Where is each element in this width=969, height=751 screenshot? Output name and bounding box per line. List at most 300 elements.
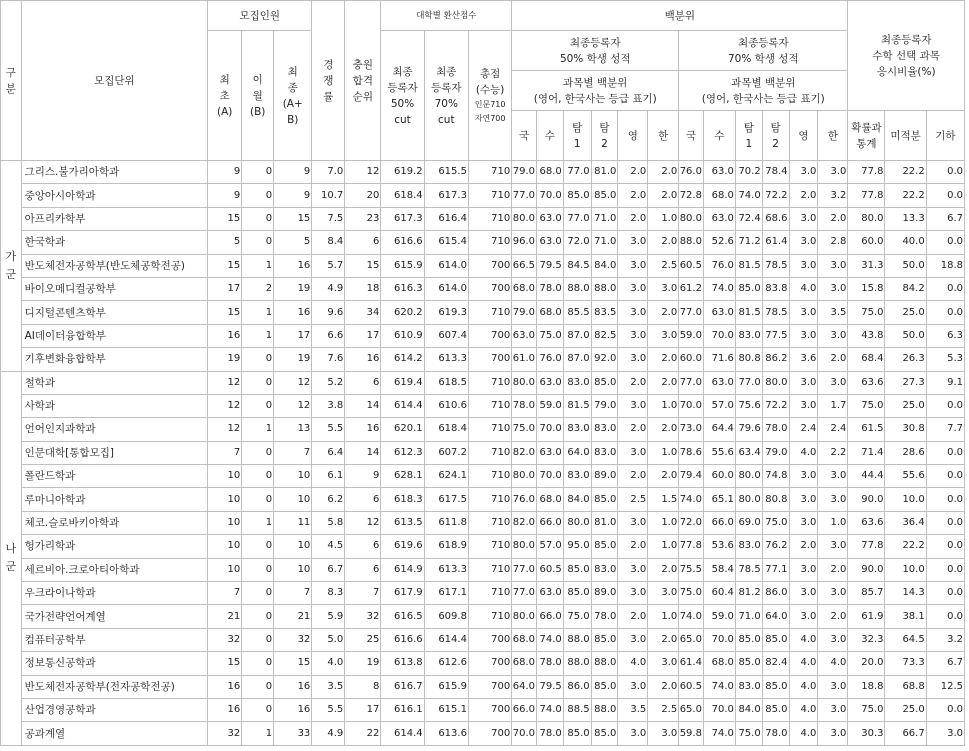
table-cell: 34	[345, 301, 381, 324]
table-cell: 28.6	[885, 441, 926, 464]
table-cell: 2.0	[648, 184, 679, 207]
table-cell: 2.0	[789, 535, 818, 558]
table-cell: 2.4	[818, 418, 848, 441]
table-cell: 10	[274, 558, 312, 581]
table-cell: 9.6	[312, 301, 345, 324]
table-cell: 3.0	[789, 582, 818, 605]
unit-name: 반도체전자공학부(전자공학전공)	[21, 675, 208, 698]
unit-name: 사학과	[21, 394, 208, 417]
table-cell: 2.0	[818, 207, 848, 230]
unit-name: 공과계열	[21, 722, 208, 745]
table-cell: 0.0	[926, 535, 964, 558]
table-cell: 65.0	[679, 698, 704, 721]
table-cell: 85.0	[762, 698, 789, 721]
table-cell: 10	[208, 511, 242, 534]
table-cell: 9	[208, 184, 242, 207]
table-cell: 60.5	[536, 558, 563, 581]
table-cell: 80.0	[563, 511, 591, 534]
table-cell: 611.8	[424, 511, 468, 534]
table-cell: 1	[242, 324, 274, 347]
table-cell: 3.0	[789, 465, 818, 488]
table-row	[1, 324, 965, 347]
table-cell: 64.0	[563, 441, 591, 464]
table-cell: 85.0	[563, 582, 591, 605]
table-row	[1, 465, 965, 488]
table-cell: 71.0	[591, 207, 618, 230]
table-row	[1, 184, 965, 207]
table-cell: 16	[208, 698, 242, 721]
table-row	[1, 605, 965, 628]
table-cell: 92.0	[591, 348, 618, 371]
table-cell: 17	[274, 324, 312, 347]
table-cell: 81.0	[591, 161, 618, 184]
table-cell: 3.5	[312, 675, 345, 698]
table-cell: 22.2	[885, 184, 926, 207]
table-cell: 4.0	[312, 652, 345, 675]
table-cell: 2.0	[618, 605, 648, 628]
table-cell: 2.0	[648, 231, 679, 254]
table-cell: 10.7	[312, 184, 345, 207]
table-cell: 5.0	[312, 628, 345, 651]
table-cell: 78.6	[679, 441, 704, 464]
table-cell: 32	[345, 605, 381, 628]
table-cell: 19	[208, 348, 242, 371]
table-cell: 18.8	[926, 254, 964, 277]
table-cell: 60.0	[679, 348, 704, 371]
table-cell: 75.0	[848, 301, 885, 324]
table-cell: 74.0	[536, 628, 563, 651]
table-cell: 4.0	[818, 652, 848, 675]
table-cell: 628.1	[381, 465, 424, 488]
table-cell: 70.0	[536, 465, 563, 488]
table-cell: 16	[274, 301, 312, 324]
table-cell: 25.0	[885, 698, 926, 721]
table-cell: 68.0	[536, 301, 563, 324]
table-cell: 3.0	[789, 324, 818, 347]
table-cell: 84.2	[885, 277, 926, 300]
table-cell: 10	[274, 465, 312, 488]
table-row	[1, 277, 965, 300]
table-cell: 21	[208, 605, 242, 628]
table-cell: 77.8	[679, 535, 704, 558]
table-cell: 63.0	[703, 161, 735, 184]
header-geometry: 기하	[926, 111, 964, 161]
header-math-70: 수	[703, 111, 735, 161]
table-cell: 15	[345, 254, 381, 277]
table-cell: 615.5	[424, 161, 468, 184]
table-cell: 3.0	[618, 511, 648, 534]
table-cell: 3.6	[789, 348, 818, 371]
table-cell: 3.2	[926, 628, 964, 651]
table-cell: 17	[345, 324, 381, 347]
table-cell: 2.0	[618, 535, 648, 558]
table-cell: 77.0	[563, 161, 591, 184]
table-cell: 71.2	[735, 231, 762, 254]
table-cell: 1.0	[648, 511, 679, 534]
table-cell: 15	[208, 652, 242, 675]
unit-name: 폴란드학과	[21, 465, 208, 488]
table-cell: 78.0	[512, 394, 537, 417]
header-history-50: 한	[648, 111, 679, 161]
table-cell: 71.6	[703, 348, 735, 371]
table-cell: 3.0	[818, 161, 848, 184]
table-cell: 15	[208, 301, 242, 324]
table-cell: 3.0	[818, 465, 848, 488]
table-cell: 77.8	[848, 161, 885, 184]
header-unit: 모집단위	[21, 1, 208, 161]
unit-name: 루마니아학과	[21, 488, 208, 511]
table-cell: 75.0	[536, 324, 563, 347]
table-cell: 74.0	[536, 698, 563, 721]
table-row	[1, 652, 965, 675]
table-cell: 64.5	[885, 628, 926, 651]
table-cell: 6.6	[312, 324, 345, 347]
header-cut50: 최종 등록자 50% cut	[381, 31, 424, 161]
unit-name: 체코.슬로바키아학과	[21, 511, 208, 534]
table-cell: 710	[468, 301, 511, 324]
table-cell: 3.0	[789, 605, 818, 628]
table-cell: 0.0	[926, 698, 964, 721]
table-cell: 78.0	[762, 722, 789, 745]
table-cell: 3.0	[818, 628, 848, 651]
table-cell: 58.4	[703, 558, 735, 581]
table-cell: 0.0	[926, 558, 964, 581]
table-cell: 6	[345, 371, 381, 394]
table-cell: 85.7	[848, 582, 885, 605]
table-cell: 80.0	[512, 371, 537, 394]
table-cell: 30.8	[885, 418, 926, 441]
table-cell: 3.0	[789, 254, 818, 277]
group-label: 가 군	[1, 161, 22, 372]
table-cell: 79.6	[735, 418, 762, 441]
table-cell: 700	[468, 675, 511, 698]
table-cell: 7.7	[926, 418, 964, 441]
table-cell: 2.5	[618, 488, 648, 511]
table-cell: 60.4	[703, 582, 735, 605]
header-korean-70: 국	[679, 111, 704, 161]
table-cell: 2.5	[648, 254, 679, 277]
table-cell: 78.4	[762, 161, 789, 184]
table-cell: 710	[468, 488, 511, 511]
table-cell: 85.0	[735, 628, 762, 651]
table-cell: 64.0	[762, 605, 789, 628]
table-cell: 4.0	[789, 277, 818, 300]
table-cell: 5	[274, 231, 312, 254]
table-cell: 6.7	[926, 207, 964, 230]
table-row	[1, 535, 965, 558]
table-cell: 68.0	[512, 277, 537, 300]
table-cell: 76.2	[762, 535, 789, 558]
table-cell: 620.1	[381, 418, 424, 441]
table-cell: 86.0	[762, 582, 789, 605]
table-cell: 81.5	[563, 394, 591, 417]
table-cell: 72.0	[563, 231, 591, 254]
table-cell: 8.4	[312, 231, 345, 254]
table-cell: 74.0	[679, 605, 704, 628]
table-cell: 0	[242, 207, 274, 230]
table-cell: 63.0	[536, 582, 563, 605]
table-cell: 607.2	[424, 441, 468, 464]
table-cell: 65.1	[703, 488, 735, 511]
table-cell: 80.8	[762, 488, 789, 511]
table-cell: 66.0	[703, 511, 735, 534]
unit-name: 그리스.불가리아학과	[21, 161, 208, 184]
table-cell: 80.0	[512, 207, 537, 230]
table-cell: 6.4	[312, 441, 345, 464]
table-cell: 80.0	[512, 535, 537, 558]
table-cell: 0	[242, 558, 274, 581]
unit-name: 국가전략언어계열	[21, 605, 208, 628]
table-cell: 33	[274, 722, 312, 745]
table-cell: 19	[345, 652, 381, 675]
table-cell: 0	[242, 605, 274, 628]
table-cell: 4.0	[789, 722, 818, 745]
header-cut70: 최종 등록자 70% cut	[424, 31, 468, 161]
table-cell: 3.0	[618, 722, 648, 745]
table-cell: 0.0	[926, 394, 964, 417]
table-cell: 15.8	[848, 277, 885, 300]
table-row	[1, 371, 965, 394]
table-cell: 75.0	[679, 582, 704, 605]
header-waitlist: 충원 합격 순위	[345, 1, 381, 161]
table-cell: 2.0	[818, 348, 848, 371]
table-cell: 0	[242, 652, 274, 675]
table-cell: 11	[274, 511, 312, 534]
table-cell: 614.2	[381, 348, 424, 371]
table-cell: 16	[208, 324, 242, 347]
unit-name: 헝가리학과	[21, 535, 208, 558]
header-recruit: 모집인원	[208, 1, 312, 31]
table-cell: 9.1	[926, 371, 964, 394]
table-cell: 624.1	[424, 465, 468, 488]
table-cell: 3.0	[648, 722, 679, 745]
table-cell: 70.2	[735, 161, 762, 184]
table-cell: 27.3	[885, 371, 926, 394]
table-cell: 44.4	[848, 465, 885, 488]
table-cell: 75.0	[512, 418, 537, 441]
table-cell: 614.9	[381, 558, 424, 581]
table-cell: 52.6	[703, 231, 735, 254]
table-cell: 700	[468, 324, 511, 347]
table-cell: 88.0	[591, 277, 618, 300]
table-cell: 25.0	[885, 394, 926, 417]
table-cell: 6.7	[926, 652, 964, 675]
table-cell: 1.0	[818, 511, 848, 534]
table-cell: 95.0	[563, 535, 591, 558]
table-cell: 85.0	[563, 184, 591, 207]
table-row	[1, 722, 965, 745]
table-row	[1, 441, 965, 464]
table-cell: 615.9	[381, 254, 424, 277]
table-cell: 77.8	[848, 535, 885, 558]
table-cell: 83.0	[563, 371, 591, 394]
table-cell: 0	[242, 371, 274, 394]
table-cell: 75.0	[563, 605, 591, 628]
table-cell: 700	[468, 348, 511, 371]
table-cell: 3.5	[618, 698, 648, 721]
table-cell: 2	[242, 277, 274, 300]
unit-name: 세르비아.크로아티아학과	[21, 558, 208, 581]
table-cell: 85.0	[735, 277, 762, 300]
table-cell: 20	[345, 184, 381, 207]
table-cell: 22.2	[885, 161, 926, 184]
header-history-70: 한	[818, 111, 848, 161]
header-initial: 최 초 (A)	[208, 31, 242, 161]
table-cell: 78.0	[536, 277, 563, 300]
header-english-70: 영	[789, 111, 818, 161]
table-row	[1, 675, 965, 698]
table-cell: 74.8	[762, 465, 789, 488]
table-cell: 3.0	[818, 698, 848, 721]
table-row	[1, 394, 965, 417]
table-cell: 0	[242, 675, 274, 698]
table-cell: 617.5	[424, 488, 468, 511]
table-cell: 613.3	[424, 558, 468, 581]
table-cell: 83.0	[563, 418, 591, 441]
table-cell: 75.6	[735, 394, 762, 417]
table-cell: 10	[208, 535, 242, 558]
table-cell: 19	[274, 348, 312, 371]
unit-name: 바이오메디컬공학부	[21, 277, 208, 300]
table-cell: 25.0	[885, 301, 926, 324]
unit-name: 디지털콘텐츠학부	[21, 301, 208, 324]
table-cell: 57.0	[703, 394, 735, 417]
table-cell: 7	[208, 582, 242, 605]
table-cell: 2.0	[789, 184, 818, 207]
table-cell: 0	[242, 348, 274, 371]
table-cell: 12.5	[926, 675, 964, 698]
table-cell: 25	[345, 628, 381, 651]
table-cell: 50.0	[885, 254, 926, 277]
table-cell: 1	[242, 254, 274, 277]
table-cell: 83.0	[591, 558, 618, 581]
table-cell: 79.0	[762, 441, 789, 464]
table-cell: 80.0	[848, 207, 885, 230]
table-cell: 77.1	[762, 558, 789, 581]
table-cell: 85.0	[563, 558, 591, 581]
table-cell: 0	[242, 582, 274, 605]
table-cell: 0.0	[926, 161, 964, 184]
table-cell: 2.0	[648, 348, 679, 371]
table-cell: 68.4	[848, 348, 885, 371]
table-cell: 79.0	[512, 161, 537, 184]
table-cell: 612.6	[424, 652, 468, 675]
table-cell: 63.0	[703, 371, 735, 394]
table-cell: 2.0	[648, 301, 679, 324]
table-cell: 0	[242, 394, 274, 417]
table-cell: 3.0	[818, 535, 848, 558]
table-cell: 12	[208, 418, 242, 441]
table-cell: 63.0	[703, 207, 735, 230]
table-cell: 0.0	[926, 441, 964, 464]
table-cell: 71.0	[591, 231, 618, 254]
table-cell: 80.0	[679, 207, 704, 230]
table-cell: 0	[242, 441, 274, 464]
table-cell: 59.0	[536, 394, 563, 417]
header-stat: 확률과 통계	[848, 111, 885, 161]
table-row	[1, 582, 965, 605]
table-cell: 6.7	[312, 558, 345, 581]
table-cell: 3.0	[818, 722, 848, 745]
table-cell: 0.0	[926, 231, 964, 254]
table-cell: 619.2	[381, 161, 424, 184]
table-cell: 2.0	[618, 465, 648, 488]
table-cell: 2.0	[818, 558, 848, 581]
table-cell: 16	[274, 698, 312, 721]
table-cell: 81.5	[735, 254, 762, 277]
table-cell: 10	[274, 535, 312, 558]
table-cell: 19	[274, 277, 312, 300]
table-cell: 1	[242, 722, 274, 745]
table-cell: 60.0	[703, 465, 735, 488]
table-row	[1, 231, 965, 254]
table-cell: 88.5	[563, 698, 591, 721]
header-inq1-70: 탐 1	[735, 111, 762, 161]
table-cell: 609.8	[424, 605, 468, 628]
table-cell: 3.0	[648, 324, 679, 347]
table-cell: 3.0	[789, 488, 818, 511]
table-cell: 0.0	[926, 465, 964, 488]
table-cell: 59.0	[703, 605, 735, 628]
table-cell: 3.0	[618, 301, 648, 324]
unit-name: 아프리카학부	[21, 207, 208, 230]
table-cell: 82.5	[591, 324, 618, 347]
table-row	[1, 301, 965, 324]
header-inq2-70: 탐 2	[762, 111, 789, 161]
table-cell: 710	[468, 207, 511, 230]
table-cell: 75.0	[848, 698, 885, 721]
table-cell: 1.5	[648, 488, 679, 511]
table-cell: 4.0	[789, 652, 818, 675]
table-cell: 78.0	[591, 605, 618, 628]
table-cell: 17	[345, 698, 381, 721]
table-cell: 85.0	[762, 628, 789, 651]
table-cell: 66.0	[536, 511, 563, 534]
table-cell: 15	[208, 254, 242, 277]
table-row	[1, 348, 965, 371]
table-cell: 79.5	[536, 675, 563, 698]
table-row	[1, 698, 965, 721]
table-cell: 68.0	[703, 184, 735, 207]
table-cell: 50.0	[885, 324, 926, 347]
table-cell: 83.8	[762, 277, 789, 300]
table-cell: 4.0	[789, 675, 818, 698]
table-cell: 85.0	[563, 722, 591, 745]
header-p50: 최종등록자 50% 학생 성적	[512, 31, 679, 71]
table-cell: 619.4	[381, 371, 424, 394]
table-cell: 618.5	[424, 371, 468, 394]
table-cell: 8.3	[312, 582, 345, 605]
table-cell: 23	[345, 207, 381, 230]
table-cell: 38.1	[885, 605, 926, 628]
table-cell: 88.0	[563, 277, 591, 300]
table-cell: 613.3	[424, 348, 468, 371]
table-cell: 700	[468, 254, 511, 277]
table-cell: 32	[208, 722, 242, 745]
table-cell: 80.0	[762, 371, 789, 394]
table-cell: 22	[345, 722, 381, 745]
table-cell: 60.5	[679, 675, 704, 698]
table-cell: 74.0	[703, 675, 735, 698]
table-cell: 3.0	[618, 254, 648, 277]
table-cell: 3.0	[818, 582, 848, 605]
table-cell: 12	[345, 511, 381, 534]
table-cell: 77.5	[762, 324, 789, 347]
table-cell: 618.4	[381, 184, 424, 207]
table-cell: 3.0	[648, 277, 679, 300]
table-cell: 63.0	[512, 324, 537, 347]
table-cell: 13.3	[885, 207, 926, 230]
